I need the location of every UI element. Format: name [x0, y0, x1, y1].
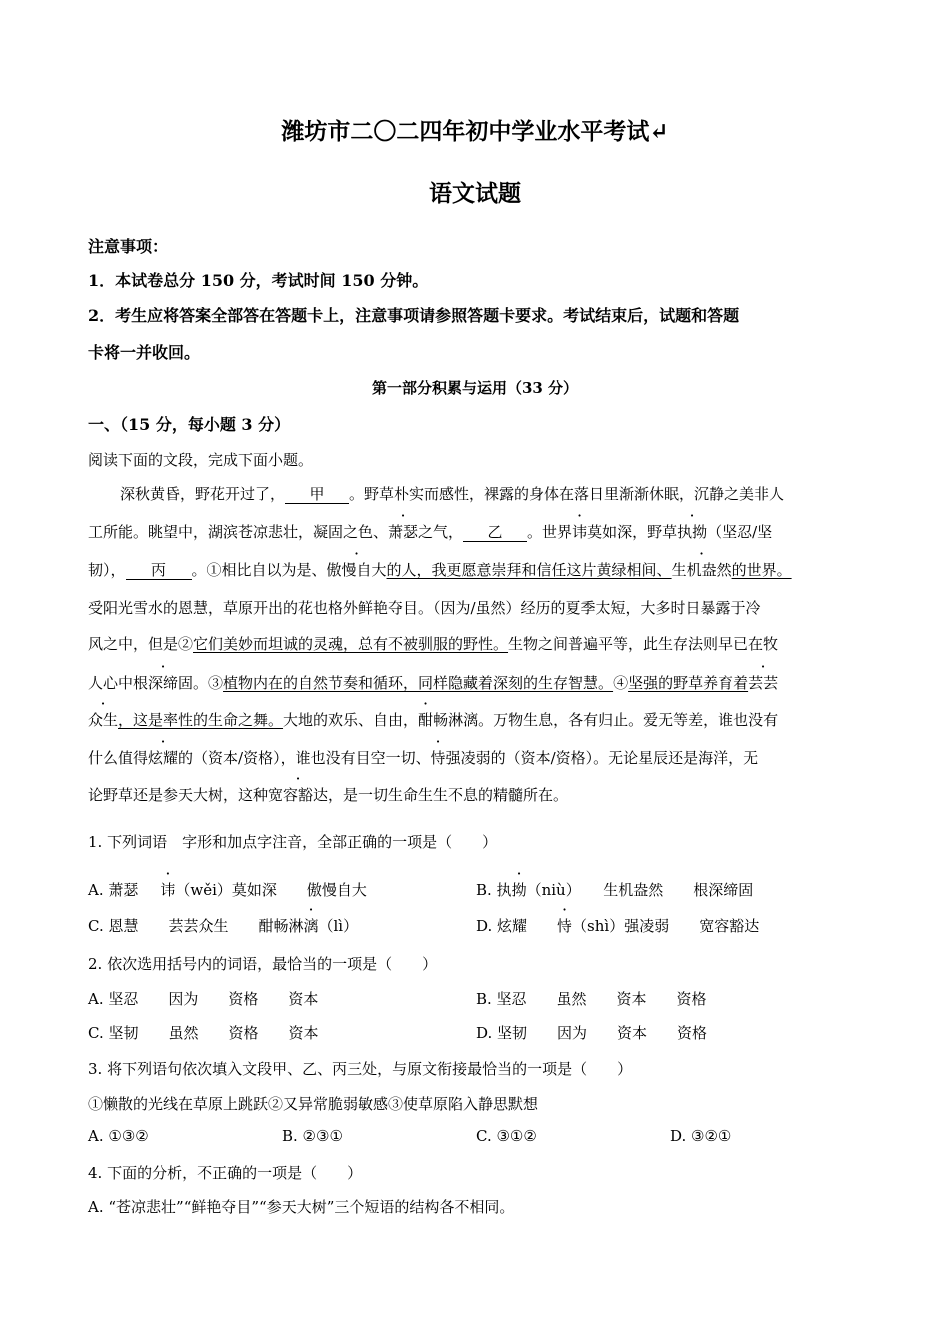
dotted-word: 萧瑟 — [388, 523, 419, 541]
part-title: 第一部分积累与运用（33 分） — [371, 379, 579, 397]
q2-option-b[interactable]: B. 坚忍 虽然 资本 资格 — [476, 990, 707, 1008]
section-instruction: 阅读下面的文段，完成下面小题。 — [88, 451, 314, 469]
passage-line-3: 韧）， 丙 。①相比自以为是、傲慢自大的人，我更愿意崇拜和信任这片黄绿相间、生机盎然的世界。 — [88, 561, 792, 579]
dotted-char: 拗 — [511, 881, 527, 899]
notice-heading: 注意事项： — [88, 237, 169, 256]
q1-option-c[interactable]: C. 恩慧 芸芸众生 酣畅淋漓（lì） — [88, 917, 359, 935]
dotted-word: 根深缔固 — [133, 674, 194, 692]
dotted-word: 讳 — [572, 523, 588, 541]
dotted-word: 生机盎然 — [671, 561, 732, 579]
dotted-word: 众生 — [88, 711, 119, 729]
dotted-word: 酣 — [418, 711, 434, 729]
q3-option-c[interactable]: C. ③①② — [476, 1127, 537, 1145]
dotted-char: 漓 — [303, 917, 319, 935]
dotted-word: 恃 — [430, 749, 446, 767]
q3-option-a[interactable]: A. ①③② — [88, 1127, 149, 1145]
passage-line-2: 工所能。眺望中，湖滨苍凉悲壮，凝固之色、萧瑟之气， 乙 。世界讳莫如深，野草执拗（坚忍/坚 — [88, 523, 773, 541]
blank-b: 乙 — [463, 524, 527, 542]
q1-option-b[interactable]: B. 执拗（niù） 生机盎然 根深缔固 — [476, 881, 754, 899]
dotted-char: 恃 — [557, 917, 573, 935]
exam-subtitle: 语文试题 — [429, 180, 521, 207]
passage-line-1: 深秋黄昏，野花开过了， 甲 。野草朴实而感性，裸露的身体在落日里渐渐休眠，沉静之美非人 — [120, 485, 785, 503]
underlined-sentence-3: 植物内在的自然节奏和循环，同样隐藏着深刻的生存智慧。 — [223, 674, 614, 692]
dotted-word: 傲慢自大 — [326, 561, 387, 579]
q3-option-b[interactable]: B. ②③① — [282, 1127, 343, 1145]
notice-item-2-cont: 卡将一并收回。 — [88, 343, 201, 362]
passage-line-6: 人心中根深缔固。③植物内在的自然节奏和循环，同样隐藏着深刻的生存智慧。④坚强的野草养育着芸芸 — [88, 674, 779, 692]
passage-line-8: 什么值得炫耀的（资本/资格），谁也没有目空一切、恃强凌弱的（资本/资格）。无论星辰还是海洋，无 — [88, 749, 759, 767]
q4-option-a[interactable]: A. “苍凉悲壮”“鲜艳夺目”“参天大树”三个短语的结构各不相同。 — [88, 1198, 515, 1216]
notice-item-2: 2．考生应将答案全部答在答题卡上，注意事项请参照答题卡要求。考试结束后，试题和答题 — [88, 306, 740, 325]
dotted-word: 执拗 — [677, 523, 708, 541]
question-3-stem: 3. 将下列语句依次填入文段甲、乙、丙三处，与原文衔接最恰当的一项是（ ） — [88, 1060, 633, 1078]
passage-line-4: 受阳光雪水的恩慧，草原开出的花也格外鲜艳夺目。（因为/虽然）经历的夏季太短，大多时日暴露于冷 — [88, 599, 761, 617]
blank-c: 丙 — [126, 562, 192, 580]
passage-line-7: 众生，这是率性的生命之舞。大地的欢乐、自由，酣畅淋漓。万物生息，各有归止。爱无等差，谁也没有 — [88, 711, 779, 729]
question-2-stem: 2. 依次选用括号内的词语，最恰当的一项是（ ） — [88, 955, 438, 973]
dotted-word: 炫耀 — [148, 749, 179, 767]
dotted-char: 讳 — [160, 881, 176, 899]
dotted-word: 宽容豁达 — [268, 786, 329, 804]
question-3-sentences: ①懒散的光线在草原上跳跃②又异常脆弱敏感③使草原陷入静思默想 — [88, 1095, 539, 1113]
blank-a: 甲 — [285, 486, 349, 504]
underlined-sentence-2: 它们美妙而坦诚的灵魂，总有不被驯服的野性。 — [193, 635, 509, 653]
q2-option-c[interactable]: C. 坚韧 虽然 资格 资本 — [88, 1024, 319, 1042]
q2-option-d[interactable]: D. 坚韧 因为 资本 资格 — [476, 1024, 708, 1042]
notice-item-1: 1．本试卷总分 150 分，考试时间 150 分钟。 — [88, 271, 429, 290]
passage-line-9: 论野草还是参天大树，这种宽容豁达，是一切生命生生不息的精髓所在。 — [88, 786, 569, 804]
question-4-stem: 4. 下面的分析，不正确的一项是（ ） — [88, 1164, 363, 1182]
underlined-sentence-4: 坚强的野草养育着 — [628, 674, 749, 692]
question-1-stem: 1. 下列词语 字形和加点字注音，全部正确的一项是（ ） — [88, 833, 498, 851]
q1-option-a[interactable]: A. 萧瑟 讳（wěi）莫如深 傲慢自大 — [88, 881, 367, 899]
exam-title: 潍坊市二〇二四年初中学业水平考试↵ — [281, 118, 669, 145]
q3-option-d[interactable]: D. ③②① — [670, 1127, 732, 1145]
passage-line-5: 风之中，但是②它们美妙而坦诚的灵魂，总有不被驯服的野性。生物之间普遍平等，此生存法则早已在牧 — [88, 635, 779, 653]
q1-option-d[interactable]: D. 炫耀 恃（shì）强凌弱 宽容豁达 — [476, 917, 760, 935]
q2-option-a[interactable]: A. 坚忍 因为 资格 资本 — [88, 990, 319, 1008]
dotted-word: 芸芸 — [748, 674, 779, 692]
section-title: 一、（15 分，每小题 3 分） — [88, 415, 291, 434]
